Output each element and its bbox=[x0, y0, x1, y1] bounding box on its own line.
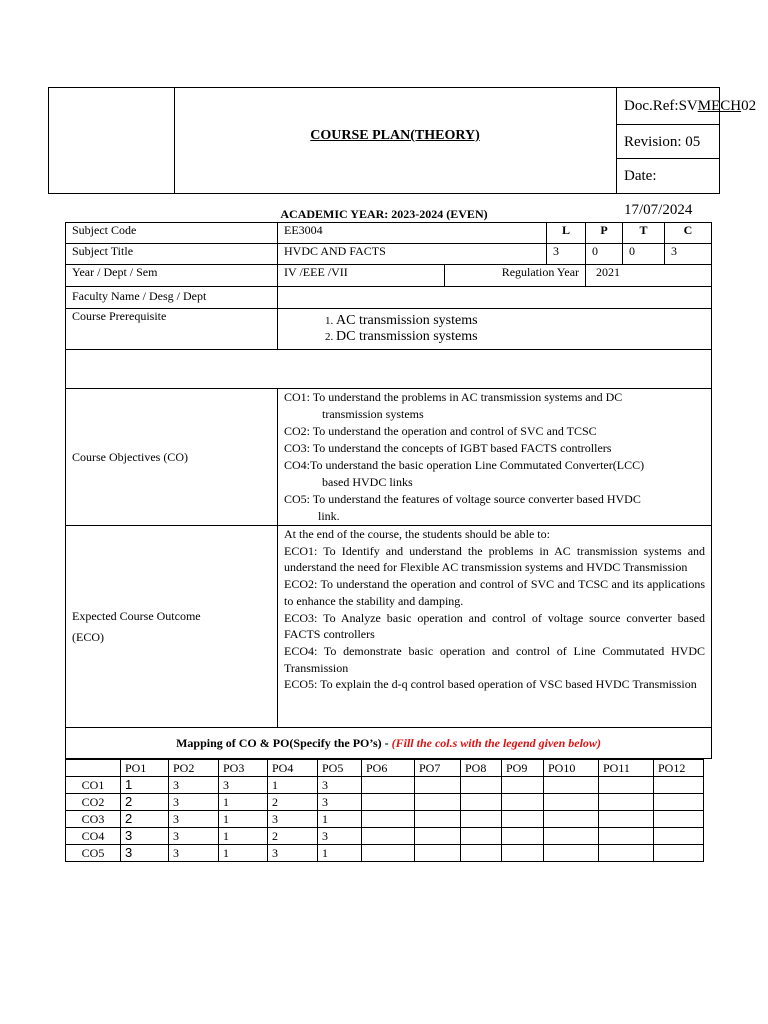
table-cell bbox=[654, 828, 704, 845]
table-cell bbox=[415, 845, 461, 862]
co5-text-cont: link. bbox=[318, 509, 340, 523]
table-cell bbox=[415, 777, 461, 794]
co4-text-cont: based HVDC links bbox=[322, 475, 413, 489]
regulation-value: 2021 bbox=[586, 265, 712, 287]
table-cell: 1 bbox=[219, 828, 268, 845]
table-cell bbox=[502, 811, 544, 828]
table-cell bbox=[654, 794, 704, 811]
table-cell bbox=[415, 794, 461, 811]
logo-cell bbox=[49, 88, 175, 193]
table-cell: 1 bbox=[268, 777, 318, 794]
table-cell: 1 bbox=[121, 777, 169, 794]
mapping-title bbox=[66, 728, 712, 759]
table-row bbox=[66, 845, 704, 862]
table-cell bbox=[544, 828, 599, 845]
table-row bbox=[66, 777, 704, 794]
table-cell: 3 bbox=[121, 845, 169, 862]
table-cell: 1 bbox=[318, 845, 362, 862]
course-table bbox=[65, 222, 712, 759]
subject-title: HVDC AND FACTS bbox=[278, 244, 547, 265]
table-header bbox=[66, 760, 121, 777]
eco1-text: ECO1: To Identify and understand the problems in AC transmission systems and understand the need for Flexible AC transmission systems and HVDC Transmission bbox=[284, 543, 706, 575]
faculty-label: Faculty Name / Desg / Dept bbox=[66, 287, 278, 309]
table-cell bbox=[415, 828, 461, 845]
revision: Revision: 05 bbox=[617, 125, 720, 159]
table-cell bbox=[502, 828, 544, 845]
table-cell: 3 bbox=[219, 777, 268, 794]
eco5-text: ECO5: To explain the d-q control based operation of VSC based HVDC Transmission bbox=[284, 677, 697, 692]
table-cell bbox=[599, 845, 654, 862]
l-label: L bbox=[547, 223, 586, 244]
table-header: PO10 bbox=[544, 760, 599, 777]
page-title: COURSE PLAN(THEORY) bbox=[310, 128, 480, 143]
table-cell: 3 bbox=[169, 794, 219, 811]
table-cell bbox=[544, 777, 599, 794]
table-cell bbox=[654, 811, 704, 828]
po-mapping-table bbox=[65, 759, 704, 862]
table-cell: 3 bbox=[169, 845, 219, 862]
table-cell bbox=[599, 794, 654, 811]
table-cell: 3 bbox=[169, 777, 219, 794]
table-cell: 2 bbox=[268, 794, 318, 811]
academic-year: ACADEMIC YEAR: 2023-2024 (EVEN) bbox=[280, 207, 488, 221]
subject-code: EE3004 bbox=[278, 223, 547, 244]
table-cell bbox=[599, 811, 654, 828]
table-cell: 2 bbox=[268, 828, 318, 845]
t-value: 0 bbox=[623, 244, 665, 265]
subject-code-label: Subject Code bbox=[66, 223, 278, 244]
doc-ref bbox=[617, 88, 757, 125]
table-cell: 3 bbox=[318, 794, 362, 811]
table-header: PO6 bbox=[362, 760, 415, 777]
c-value: 3 bbox=[665, 244, 712, 265]
table-cell: 3 bbox=[268, 811, 318, 828]
table-header: PO9 bbox=[502, 760, 544, 777]
c-label: C bbox=[665, 223, 712, 244]
doc-ref-underlined: MECH bbox=[697, 98, 742, 114]
table-header: PO12 bbox=[654, 760, 704, 777]
table-cell bbox=[362, 845, 415, 862]
table-header: PO8 bbox=[461, 760, 502, 777]
table-header: PO3 bbox=[219, 760, 268, 777]
table-header: PO2 bbox=[169, 760, 219, 777]
table-cell bbox=[599, 828, 654, 845]
table-cell: 3 bbox=[169, 811, 219, 828]
co2-text: CO2: To understand the operation and control of SVC and TCSC bbox=[284, 424, 597, 438]
table-cell: 3 bbox=[268, 845, 318, 862]
table-cell: CO2 bbox=[66, 794, 121, 811]
p-value: 0 bbox=[586, 244, 623, 265]
co3-text: CO3: To understand the concepts of IGBT based FACTS controllers bbox=[284, 441, 612, 455]
co1-text-cont: transmission systems bbox=[322, 407, 424, 421]
table-cell bbox=[362, 828, 415, 845]
co4-text: CO4:To understand the basic operation Line Commutated Converter(LCC) bbox=[284, 458, 645, 472]
outcomes-label-2: (ECO) bbox=[72, 629, 104, 644]
t-label: T bbox=[623, 223, 665, 244]
year-label: Year / Dept / Sem bbox=[66, 265, 278, 287]
blank-row bbox=[66, 350, 712, 389]
table-cell bbox=[461, 777, 502, 794]
year-value: IV /EEE /VII bbox=[278, 265, 445, 287]
list-item: 2. DC transmission systems bbox=[336, 329, 705, 345]
table-row bbox=[66, 828, 704, 845]
table-cell: 3 bbox=[318, 828, 362, 845]
table-cell: 1 bbox=[219, 845, 268, 862]
table-row bbox=[66, 811, 704, 828]
table-header: PO5 bbox=[318, 760, 362, 777]
l-value: 3 bbox=[547, 244, 586, 265]
mapping-title-text: Mapping of CO & PO(Specify the PO’s) - bbox=[176, 735, 392, 750]
objectives-cell bbox=[278, 389, 712, 526]
table-cell: CO4 bbox=[66, 828, 121, 845]
list-item: 1. AC transmission systems bbox=[336, 313, 705, 329]
table-cell bbox=[544, 845, 599, 862]
table-cell bbox=[461, 845, 502, 862]
table-row bbox=[66, 794, 704, 811]
table-cell bbox=[362, 794, 415, 811]
mapping-hint: (Fill the col.s with the legend given below) bbox=[391, 735, 601, 750]
prereq-cell bbox=[278, 309, 712, 350]
faculty-value bbox=[278, 287, 712, 309]
eco2-text: ECO2: To understand the operation and control of SVC and TCSC and its applications to enhance the stability and damping. bbox=[284, 577, 706, 608]
date: Date: 17/07/2024 bbox=[624, 168, 693, 218]
prereq-list bbox=[284, 313, 705, 345]
prereq-label: Course Prerequisite bbox=[66, 309, 278, 350]
doc-ref-prefix: Doc.Ref:SV bbox=[624, 98, 698, 114]
table-cell bbox=[544, 794, 599, 811]
table-cell: 1 bbox=[219, 811, 268, 828]
table-cell: 3 bbox=[169, 828, 219, 845]
table-cell: CO3 bbox=[66, 811, 121, 828]
table-cell: CO1 bbox=[66, 777, 121, 794]
co1-text: CO1: To understand the problems in AC transmission systems and DC bbox=[284, 390, 623, 404]
table-cell bbox=[362, 777, 415, 794]
table-cell bbox=[461, 794, 502, 811]
outcomes-cell bbox=[278, 526, 712, 728]
objectives-label: Course Objectives (CO) bbox=[66, 389, 278, 526]
outcomes-label bbox=[66, 526, 278, 728]
table-cell bbox=[415, 811, 461, 828]
table-cell: 2 bbox=[121, 794, 169, 811]
table-cell bbox=[502, 845, 544, 862]
subject-title-label: Subject Title bbox=[66, 244, 278, 265]
eco-intro: At the end of the course, the students should be able to: bbox=[284, 527, 550, 541]
eco4-text: ECO4: To demonstrate basic operation and control of Line Commutated HVDC Transmission bbox=[284, 643, 706, 675]
eco3-text: ECO3: To Analyze basic operation and control of voltage source converter based FACTS controllers bbox=[284, 610, 706, 642]
p-label: P bbox=[586, 223, 623, 244]
table-cell: 2 bbox=[121, 811, 169, 828]
table-header: PO7 bbox=[415, 760, 461, 777]
table-cell: 3 bbox=[121, 828, 169, 845]
table-header: PO1 bbox=[121, 760, 169, 777]
table-cell: 1 bbox=[219, 794, 268, 811]
table-cell bbox=[461, 811, 502, 828]
table-cell bbox=[654, 845, 704, 862]
table-cell: 3 bbox=[318, 777, 362, 794]
table-cell bbox=[502, 777, 544, 794]
table-cell bbox=[544, 811, 599, 828]
table-cell bbox=[654, 777, 704, 794]
doc-ref-suffix: 02 bbox=[741, 98, 757, 114]
table-cell bbox=[362, 811, 415, 828]
table-header: PO11 bbox=[599, 760, 654, 777]
table-cell bbox=[461, 828, 502, 845]
title-cell bbox=[174, 88, 617, 193]
table-cell: CO5 bbox=[66, 845, 121, 862]
table-cell bbox=[502, 794, 544, 811]
regulation-label: Regulation Year bbox=[445, 265, 586, 287]
co5-text: CO5: To understand the features of voltage source converter based HVDC bbox=[284, 492, 641, 506]
table-header: PO4 bbox=[268, 760, 318, 777]
outcomes-label-1: Expected Course Outcome bbox=[72, 608, 201, 623]
table-cell bbox=[599, 777, 654, 794]
table-cell: 1 bbox=[318, 811, 362, 828]
